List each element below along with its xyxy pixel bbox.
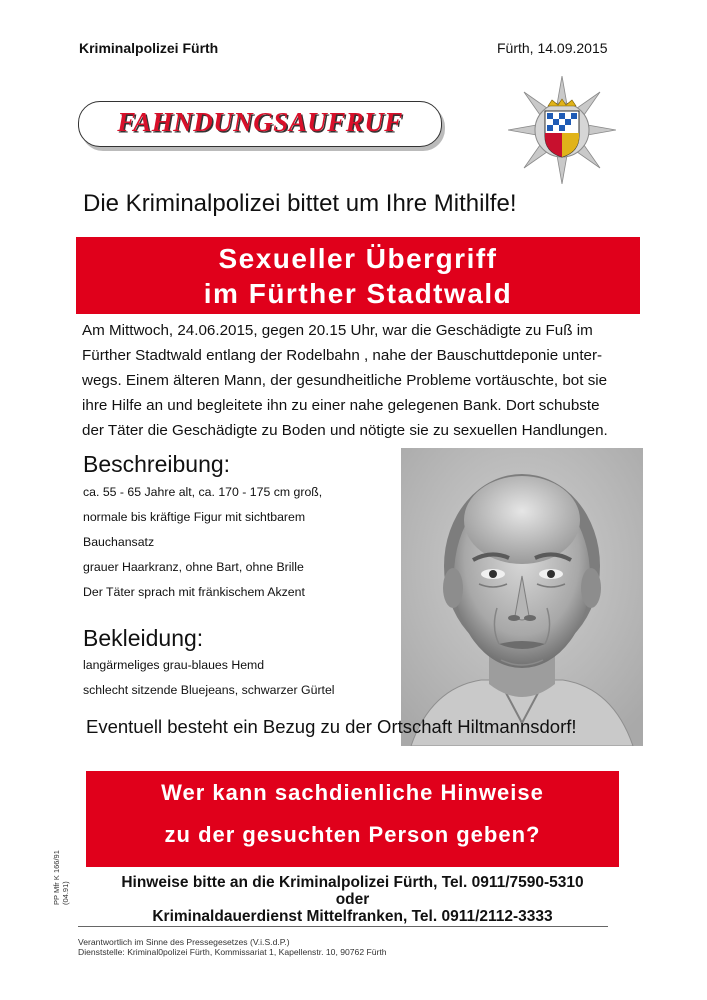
case-text-line: Am Mittwoch, 24.06.2015, gegen 20.15 Uhr, war die Geschädigte zu Fuß im: [82, 322, 593, 339]
description-list: [83, 480, 322, 605]
wanted-banner-label: FAHNDUNGSAUFRUF: [117, 107, 403, 137]
appeal-intro: Die Kriminalpolizei bittet um Ihre Mithilfe!: [83, 190, 517, 217]
phantom-sketch-image: [401, 448, 643, 746]
department-name: Kriminalpolizei Fürth: [79, 40, 219, 56]
form-code-line: (04.91): [61, 881, 70, 905]
location-hint: Eventuell besteht ein Bezug zu der Ortschaft Hiltmannsdorf!: [86, 716, 577, 737]
document-date: Fürth, 14.09.2015: [497, 40, 608, 56]
contact-block: [86, 874, 619, 925]
clothing-list: [83, 653, 335, 703]
case-description: [82, 318, 642, 443]
form-code-line: PP Mfr K 166/91: [52, 850, 61, 905]
footer-divider: [78, 926, 608, 927]
footer-line: Verantwortlich im Sinne des Pressegesetzes (V.i.S.d.P.): [78, 937, 290, 947]
description-line: grauer Haarkranz, ohne Bart, ohne Brille: [83, 560, 304, 574]
clothing-heading: Bekleidung:: [83, 625, 204, 651]
contact-line-kripo: Hinweise bitte an die Kriminalpolizei Fürth, Tel. 0911/7590-5310: [121, 874, 584, 891]
case-text-line: ihre Hilfe an und begleitete ihn zu einer nahe gelegenen Bank. Dort schubste: [82, 397, 600, 414]
footer-line: Dienststelle: Kriminal0polizei Fürth, Kommissariat 1, Kapellenstr. 10, 90762 Fürth: [78, 947, 387, 957]
description-line: Bauchansatz: [83, 535, 155, 549]
contact-or: oder: [335, 891, 370, 908]
form-code: [52, 850, 70, 905]
question-line-2: zu der gesuchten Person geben?: [164, 822, 541, 847]
clothing-line: schlecht sitzende Bluejeans, schwarzer Gürtel: [83, 683, 335, 697]
case-title-box: [76, 237, 640, 314]
description-heading: Beschreibung:: [83, 451, 231, 477]
legal-footer: [78, 937, 387, 957]
question-line-1: Wer kann sachdienliche Hinweise: [161, 780, 544, 805]
clothing-line: langärmeliges grau-blaues Hemd: [83, 658, 265, 672]
contact-line-kdd: Kriminaldauerdienst Mittelfranken, Tel. 0911/2112-3333: [152, 908, 553, 925]
description-line: Der Täter sprach mit fränkischem Akzent: [83, 585, 305, 599]
case-title-line-1: Sexueller Übergriff: [218, 243, 498, 274]
case-text-line: der Täter die Geschädigte zu Boden und nötigte sie zu sexuellen Handlungen.: [82, 422, 608, 439]
wanted-banner: [78, 101, 442, 147]
case-text-line: wegs. Einem älteren Mann, der gesundheitliche Probleme vortäuschte, bot sie: [82, 372, 608, 389]
question-box: [86, 771, 619, 867]
case-title-line-2: im Fürther Stadtwald: [203, 278, 513, 309]
police-star-icon: [508, 76, 616, 184]
case-text-line: Fürther Stadtwald entlang der Rodelbahn , nahe der Bauschuttdeponie unter-: [82, 347, 603, 364]
description-line: normale bis kräftige Figur mit sichtbarem: [83, 510, 306, 524]
description-line: ca. 55 - 65 Jahre alt, ca. 170 - 175 cm groß,: [83, 485, 323, 499]
